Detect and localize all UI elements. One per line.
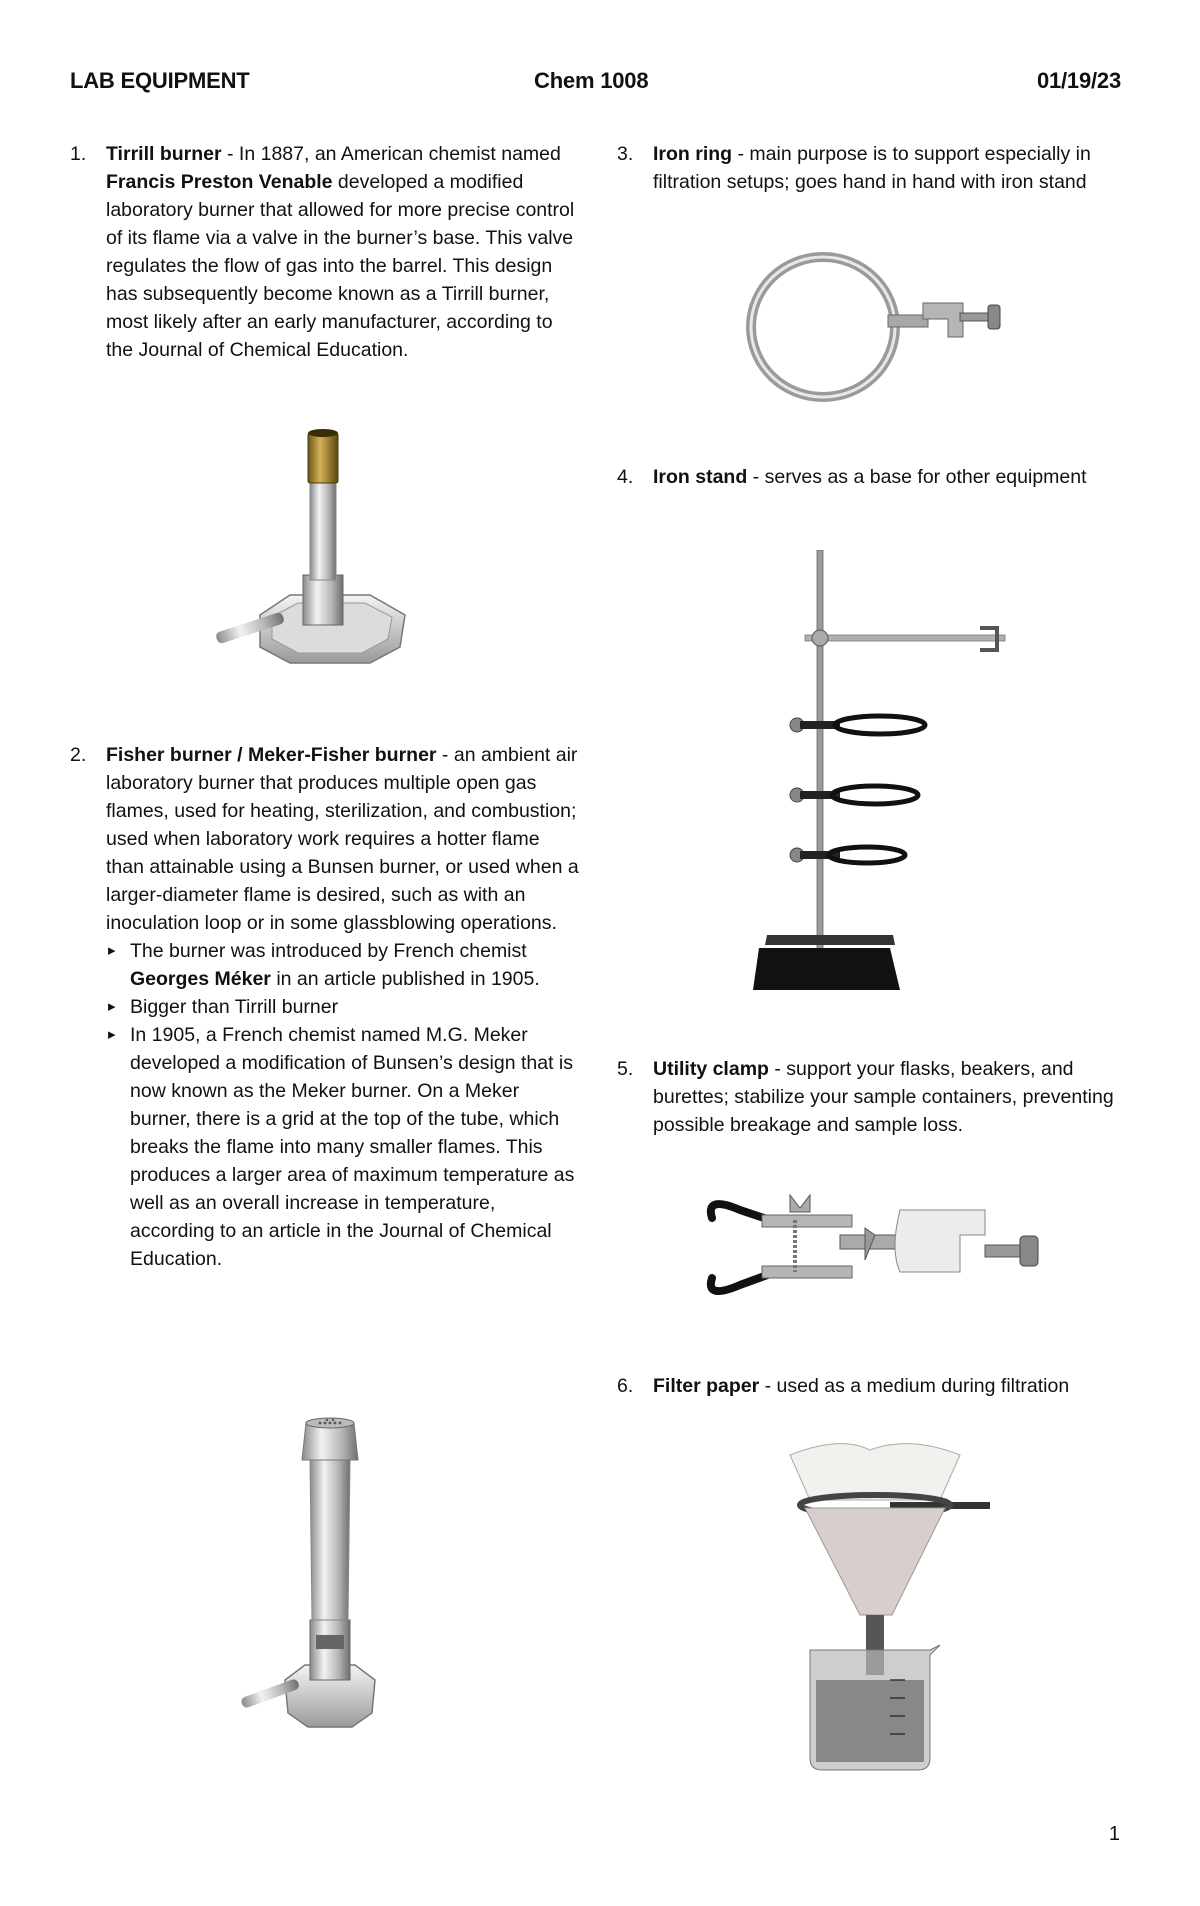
item-term: Iron ring xyxy=(653,143,733,165)
item-description: - In 1887, an American chemist named xyxy=(221,143,561,165)
item-term: Fisher burner / Meker-Fisher burner xyxy=(106,744,437,766)
item-description: - support your flasks, beakers, and burettes; stabilize your sample containers, preventing possible breakage and sample loss. xyxy=(653,1058,1114,1136)
item-tirrill-burner xyxy=(70,140,580,364)
item-number: 2. xyxy=(70,744,87,766)
filter-paper-image xyxy=(780,1440,995,1780)
page-number: 1 xyxy=(1108,1823,1120,1845)
item-filter-paper xyxy=(617,1372,1127,1400)
item-number: 4. xyxy=(617,466,634,488)
doc-date: 01/19/23 xyxy=(1036,68,1121,93)
utility-clamp-image xyxy=(700,1190,1045,1305)
person-name: Francis Preston Venable xyxy=(106,171,333,193)
item-fisher-burner xyxy=(70,741,580,1273)
meker-fisher-burner-image xyxy=(240,1415,410,1740)
item-number: 5. xyxy=(617,1058,634,1080)
tirrill-burner-image xyxy=(210,425,430,670)
course-code: Chem 1008 xyxy=(534,68,649,93)
item-iron-stand xyxy=(617,463,1127,491)
item-number: 6. xyxy=(617,1375,634,1397)
item-number: 3. xyxy=(617,143,634,165)
item-description: developed a modified laboratory burner that allowed for more precise control of its flame via a valve in the burner’s base. This valve regulates the flow of gas into the barrel. This design has subsequently become known as a Tirrill burner, most likely after an early manufacturer, according to the Journal of Chemical Education. xyxy=(106,171,575,361)
iron-stand-image xyxy=(745,550,1010,995)
item-number: 1. xyxy=(70,143,87,165)
item-description: - an ambient air laboratory burner that produces multiple open gas flames, used for heating, sterilization, and combustion; used when laboratory work requires a hotter flame than attainable using a Bunsen burner, or used when a larger-diameter flame is desired, such as with an inoculation loop or in some glassblowing operations. xyxy=(106,744,579,934)
item-description: - main purpose is to support especially in filtration setups; goes hand in hand with iron stand xyxy=(653,143,1091,193)
item-term: Utility clamp xyxy=(653,1058,769,1080)
bullet-text: in an article published in 1905. xyxy=(270,968,540,990)
item-utility-clamp xyxy=(617,1055,1127,1139)
item-term: Tirrill burner xyxy=(106,143,222,165)
item-term: Iron stand xyxy=(653,466,748,488)
item-description: - used as a medium during filtration xyxy=(759,1375,1070,1397)
bullet-text: The burner was introduced by French chemist xyxy=(130,940,527,962)
item-iron-ring xyxy=(617,140,1127,196)
bullet-item: ▸ In 1905, a French chemist named M.G. Meker developed a modification of Bunsen’s design that is now known as the Meker burner. On a Meker burner, there is a grid at the top of the tube, which breaks the flame into many smaller flames. This produces a larger area of maximum temperature as well as an overall increase in temperature, according to an article in the Journal of Chemical Education. xyxy=(106,1021,580,1273)
doc-title: LAB EQUIPMENT xyxy=(70,68,250,93)
bullet-list xyxy=(106,937,580,1273)
item-term: Filter paper xyxy=(653,1375,760,1397)
bullet-item: ▸ Bigger than Tirrill burner xyxy=(106,993,580,1021)
bullet-item xyxy=(106,937,580,993)
item-description: - serves as a base for other equipment xyxy=(747,466,1087,488)
iron-ring-image xyxy=(738,245,1013,410)
person-name: Georges Méker xyxy=(130,968,271,990)
